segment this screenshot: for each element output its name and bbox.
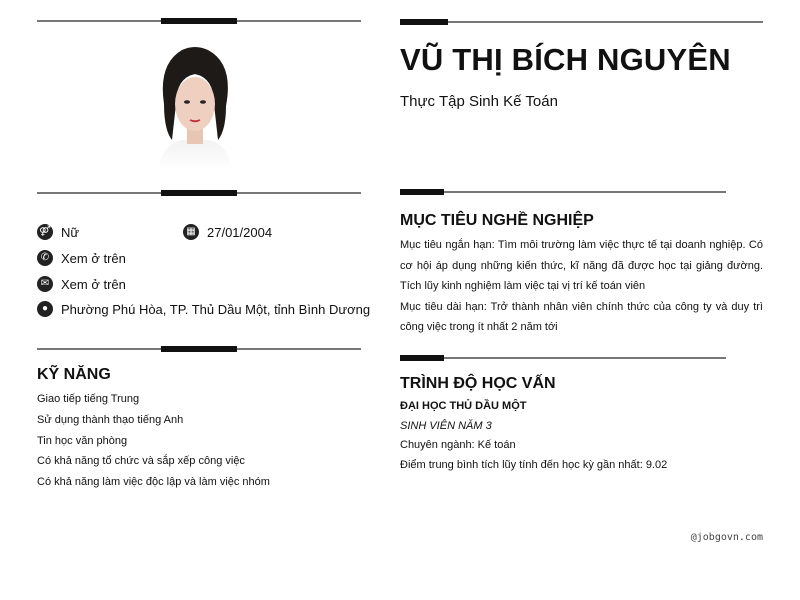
gender-row bbox=[37, 222, 79, 242]
phone-value: Xem ở trên bbox=[61, 250, 126, 266]
phone-row bbox=[37, 248, 126, 268]
objective-divider bbox=[400, 188, 726, 196]
objective-short-term: Mục tiêu ngắn hạn: Tìm môi trường làm việc thực tế tại doanh nghiệp. Có cơ hội áp dụng những kiến thức, kĩ năng đã được học tại giảng đường. Tích lũy kinh nghiệm làm việc tại vị trí kế toán viên bbox=[400, 239, 763, 293]
birthdate-value: 27/01/2004 bbox=[207, 224, 273, 240]
skill-item: Có khả năng làm việc độc lập và làm việc nhóm bbox=[37, 476, 270, 489]
education-title: TRÌNH ĐỘ HỌC VẤN bbox=[400, 375, 556, 392]
objective-text bbox=[400, 235, 763, 338]
education-details bbox=[400, 397, 667, 475]
education-school: ĐẠI HỌC THỦ DẦU MỘT bbox=[400, 400, 527, 412]
gender-value: Nữ bbox=[61, 224, 80, 240]
objective-title: MỤC TIÊU NGHỀ NGHIỆP bbox=[400, 212, 594, 229]
skills-list bbox=[37, 389, 270, 493]
education-status: SINH VIÊN NĂM 3 bbox=[400, 419, 492, 432]
photo-bottom-divider bbox=[37, 189, 361, 197]
birthdate-row bbox=[183, 222, 272, 242]
email-row bbox=[37, 274, 126, 294]
phone-icon: ✆ bbox=[37, 250, 53, 266]
skills-divider bbox=[37, 345, 361, 353]
profile-photo bbox=[152, 44, 238, 170]
objective-long-term: Mục tiêu dài hạn: Trở thành nhân viên chính thức của công ty và duy trì công việc trong ít nhất 2 năm tới bbox=[400, 300, 763, 334]
skill-item: Tin học văn phòng bbox=[37, 434, 128, 447]
photo-top-divider bbox=[37, 17, 361, 25]
location-pin-icon: ● bbox=[37, 301, 53, 317]
education-divider bbox=[400, 354, 726, 362]
gender-icon: ⚤ bbox=[37, 224, 53, 240]
header-divider bbox=[400, 18, 763, 26]
footer-credit: @jobgovn.com bbox=[690, 532, 763, 543]
address-row bbox=[37, 299, 370, 319]
skill-item: Sử dụng thành thạo tiếng Anh bbox=[37, 413, 184, 426]
education-gpa: Điểm trung bình tích lũy tính đến học kỳ gần nhất: 9.02 bbox=[400, 458, 668, 471]
education-major: Chuyên ngành: Kế toán bbox=[400, 439, 516, 451]
job-title: Thực Tập Sinh Kế Toán bbox=[400, 93, 558, 110]
candidate-name: VŨ THỊ BÍCH NGUYÊN bbox=[400, 42, 731, 77]
skills-title: KỸ NĂNG bbox=[37, 366, 111, 383]
calendar-icon: ▦ bbox=[183, 224, 199, 240]
skill-item: Giao tiếp tiếng Trung bbox=[37, 393, 140, 405]
email-icon: ✉ bbox=[37, 276, 53, 292]
email-value: Xem ở trên bbox=[61, 276, 126, 292]
address-value: Phường Phú Hòa, TP. Thủ Dầu Một, tỉnh Bình Dương bbox=[61, 301, 371, 317]
skill-item: Có khả năng tổ chức và sắp xếp công việc bbox=[37, 455, 245, 468]
